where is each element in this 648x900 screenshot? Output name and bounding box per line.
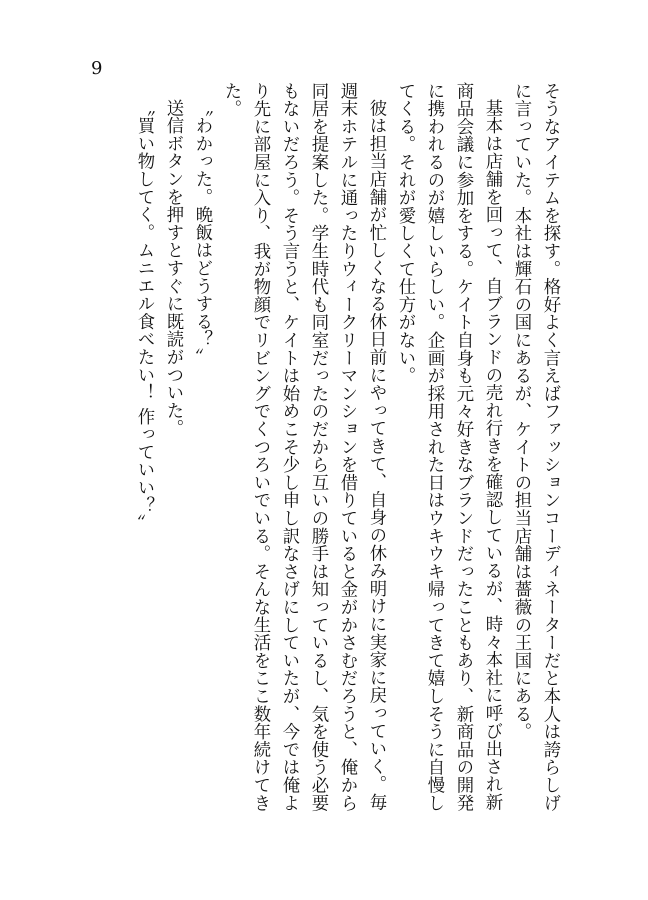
text-line: 同居を提案した。学生時代も同室だったのだから互いの勝手は知っているし、気を使う必要 bbox=[308, 82, 328, 812]
text-line: り先に部屋に入り、我が物顔でリビングでくつろいでいる。そんな生活をここ数年続けてき bbox=[250, 82, 270, 812]
paragraph bbox=[216, 82, 390, 822]
vertical-text-body bbox=[74, 82, 564, 822]
page-number: 9 bbox=[91, 58, 103, 79]
text-line: に携われるのが嬉しいらしい。企画が採用された日はウキウキ帰ってきて嬉しそうに自慢し bbox=[424, 82, 444, 812]
paragraph bbox=[390, 82, 506, 822]
text-line: 週末ホテルに通ったりウィークリーマンションを借りていると金がかさむだろうと、俺から bbox=[337, 82, 357, 812]
paragraph bbox=[506, 82, 564, 822]
text-line: 基本は店舗を回って、自ブランドの売れ行きを確認しているが、時々本社に呼び出され新 bbox=[482, 99, 502, 812]
paragraph bbox=[187, 82, 216, 822]
text-line: てくる。それが愛しくて仕方がない。 bbox=[395, 82, 415, 385]
text-line: 〝買い物してく。ムニエル食べたい！ 作っていい？〟 bbox=[134, 99, 154, 533]
text-line: に言っていた。本社は輝石の国にあるが、ケイトの担当店舗は薔薇の王国にある。 bbox=[511, 82, 531, 741]
paragraph bbox=[129, 82, 158, 822]
text-line: 送信ボタンを押すとすぐに既読がついた。 bbox=[163, 99, 183, 438]
text-line: そうなアイテムを探す。格好よく言えばファッションコーディネーターだと本人は誇らしげ bbox=[540, 82, 560, 812]
text-line: た。 bbox=[221, 82, 241, 118]
text-line: 〝わかった。晩飯はどうする？〟 bbox=[192, 99, 212, 367]
text-line: 商品会議に参加をする。ケイト自身も元々好きなブランドだったこともあり、新商品の開発 bbox=[453, 82, 473, 812]
text-line: もないだろう。そう言うと、ケイトは始めこそ少し申し訳なさげにしていたが、今では俺よ bbox=[279, 82, 299, 812]
text-line: 彼は担当店舗が忙しくなる休日前にやってきて、自身の休み明けに実家に戻っていく。毎 bbox=[366, 99, 386, 812]
paragraph bbox=[158, 82, 187, 822]
